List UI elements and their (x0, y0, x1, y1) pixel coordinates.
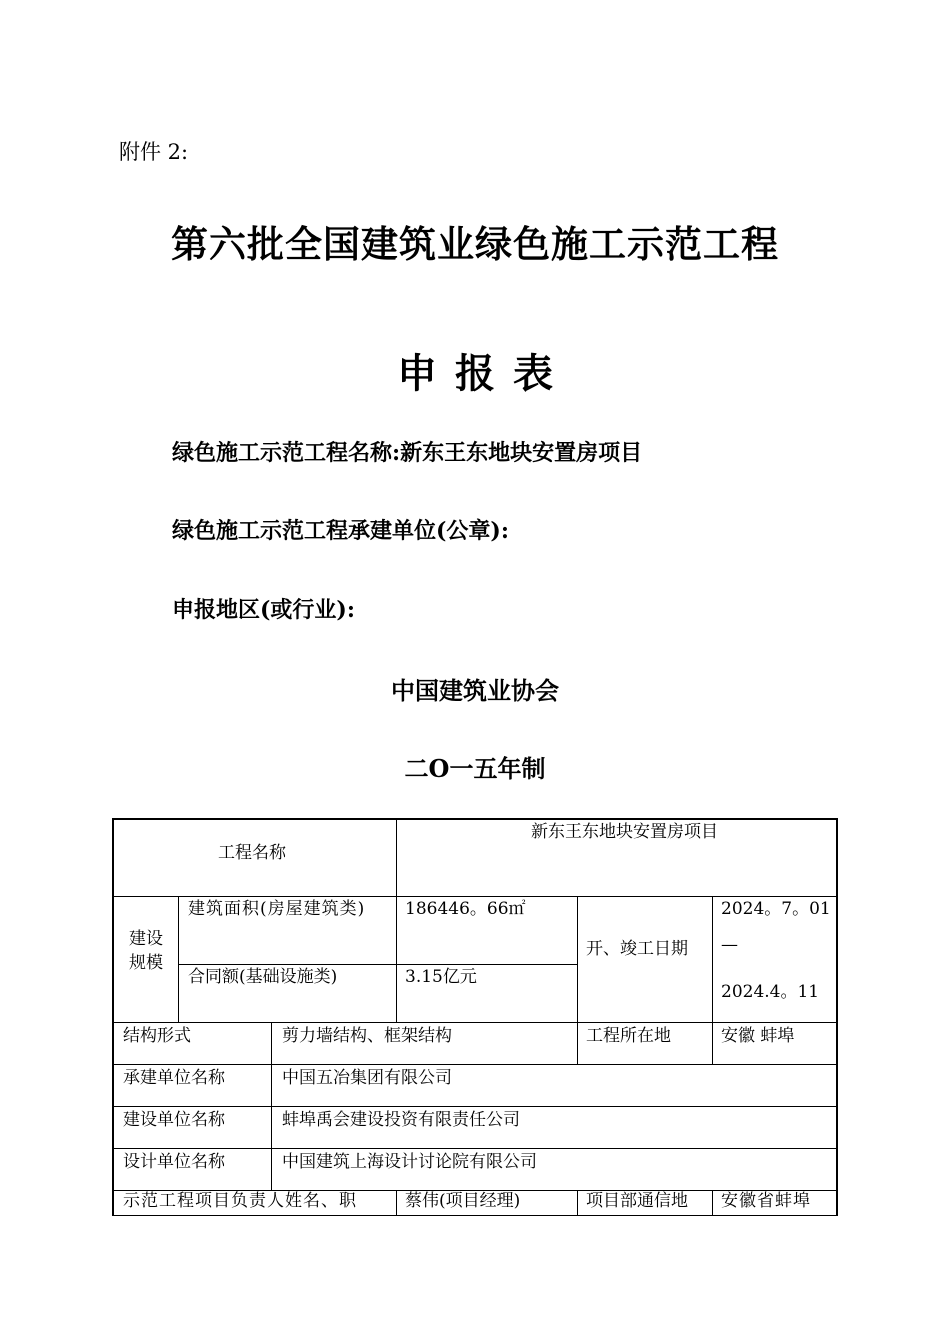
cell-text: 合同额(基础设施类) (188, 967, 338, 987)
cell-text: 项目部通信地 (586, 1191, 688, 1211)
builder-label-cell (112, 1064, 272, 1107)
location-value-cell (712, 1022, 838, 1065)
cell-text: 工程所在地 (586, 1026, 671, 1046)
manager-value-cell (396, 1190, 578, 1216)
organization-name: 中国建筑业协会 (391, 676, 559, 705)
cell-text: 剪力墙结构、框架结构 (282, 1026, 452, 1046)
dates-label-cell (577, 896, 713, 1023)
cell-text: 建设规模 (129, 929, 163, 973)
area-value-cell (396, 896, 578, 965)
cell-text: 中国建筑上海设计讨论院有限公司 (282, 1152, 537, 1172)
project-name-field: 绿色施工示范工程名称:新东王东地块安置房项目 (172, 440, 643, 466)
cell-text: 建设单位名称 (123, 1110, 225, 1130)
owner-value-cell (271, 1106, 838, 1149)
cell-text: 建筑面积(房屋建筑类) (188, 899, 366, 919)
cell-text: 示范工程项目负责人姓名、职 (123, 1191, 357, 1211)
cell-text: 2024。7。01 (721, 899, 831, 919)
builder-value-cell (271, 1064, 838, 1107)
cell-text: 工程名称 (218, 843, 286, 863)
scale-label-cell (112, 896, 179, 1023)
project-name-label-cell (112, 818, 397, 897)
cell-text: 安徽省蚌埠 (721, 1191, 811, 1211)
designer-value-cell (271, 1148, 838, 1191)
location-label-cell (577, 1022, 713, 1065)
cell-text: 安徽 蚌埠 (721, 1026, 795, 1046)
cell-text: — (721, 935, 738, 955)
cell-text: 蔡伟(项目经理) (405, 1191, 521, 1211)
cell-text: 新东王东地块安置房项目 (531, 822, 718, 842)
area-label-cell (178, 896, 397, 965)
cell-text: 3.15亿元 (405, 967, 477, 987)
cell-text: 186446。66㎡ (405, 899, 526, 919)
contractor-field: 绿色施工示范工程承建单位(公章): (172, 518, 509, 544)
designer-label-cell (112, 1148, 272, 1191)
cell-text: 中国五冶集团有限公司 (282, 1068, 452, 1088)
project-name-value-cell (396, 818, 838, 897)
address-label-cell (577, 1190, 713, 1216)
structure-value-cell (271, 1022, 578, 1065)
cell-text: 开、竣工日期 (586, 939, 688, 959)
application-table (112, 818, 838, 1216)
cell-text: 设计单位名称 (123, 1152, 225, 1172)
cell-text: 蚌埠禹会建设投资有限责任公司 (282, 1110, 520, 1130)
cell-text: 2024.4。11 (721, 982, 820, 1002)
owner-label-cell (112, 1106, 272, 1149)
structure-label-cell (112, 1022, 272, 1065)
cell-text: 承建单位名称 (123, 1068, 225, 1088)
cell-text: 结构形式 (123, 1026, 191, 1046)
region-field: 申报地区(或行业): (172, 597, 355, 623)
dates-value-cell (712, 896, 838, 1023)
contract-label-cell (178, 964, 397, 1023)
address-value-cell (712, 1190, 838, 1216)
document-subtitle: 申报表 (397, 350, 571, 397)
attachment-label: 附件 2: (119, 140, 189, 164)
contract-value-cell (396, 964, 578, 1023)
manager-label-cell (112, 1190, 397, 1216)
document-title: 第六批全国建筑业绿色施工示范工程 (171, 222, 779, 266)
issue-year: 二O一五年制 (404, 754, 546, 783)
